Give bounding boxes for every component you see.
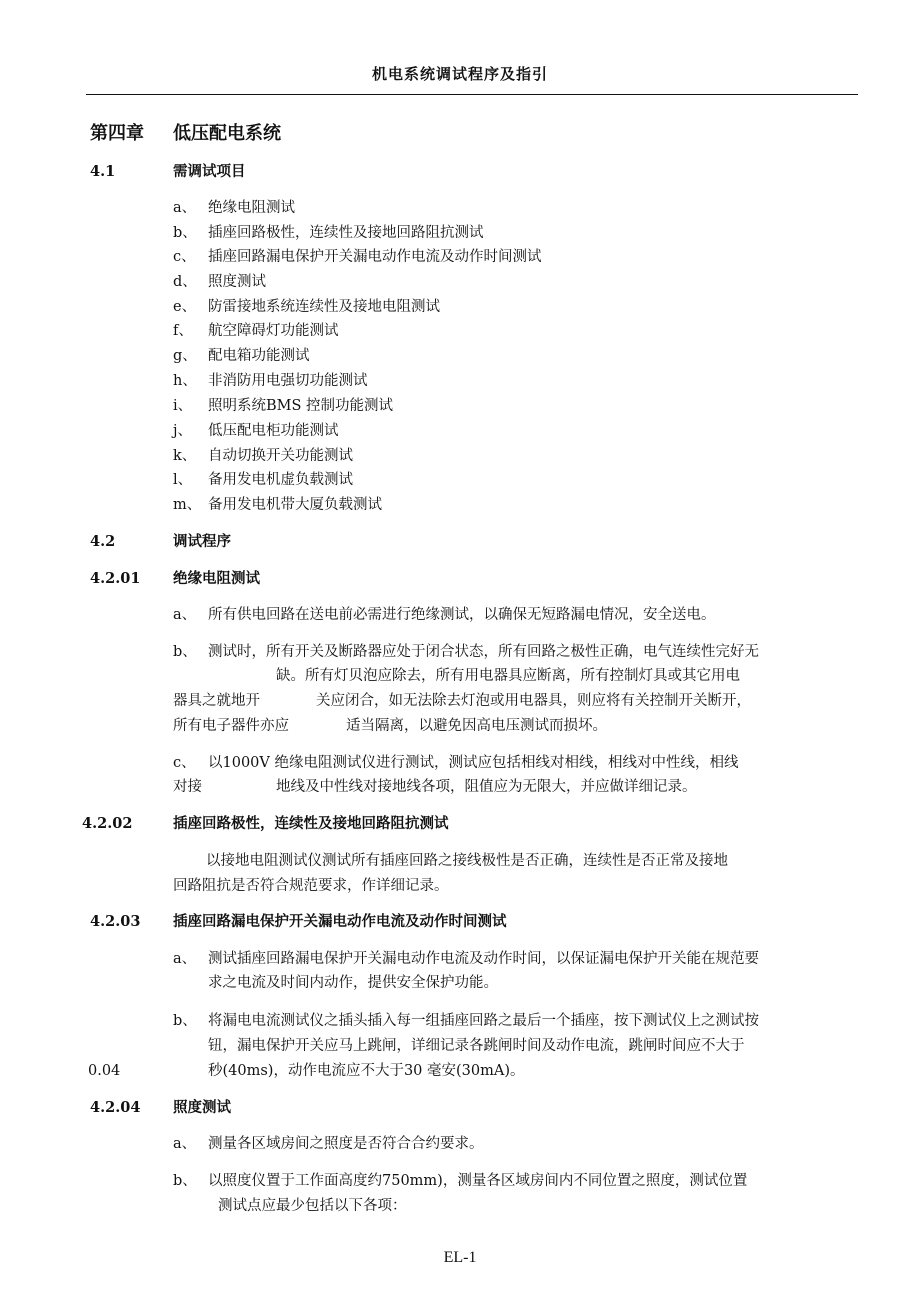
list-item: 绝缘电阻测试: [208, 200, 295, 216]
running-header: 机电系统调试程序及指引: [371, 65, 548, 83]
paragraph-line: 以照度仪置于工作面高度约750mm)，测量各区域房间内不同位置之照度，测试位置: [208, 1173, 748, 1189]
para-marker: a、: [173, 1136, 197, 1152]
chapter-number: 第四章: [90, 123, 144, 144]
list-marker: i、: [173, 398, 193, 414]
paragraph-line: 适当隔离，以避免因高电压测试而损坏。: [346, 718, 607, 734]
list-marker: g、: [173, 348, 197, 364]
chapter-title: 低压配电系统: [173, 123, 281, 144]
paragraph-line: 器具之就地开: [173, 693, 260, 709]
para-marker: a、: [173, 951, 197, 967]
section-number: 4.1: [90, 163, 116, 180]
list-item: 自动切换开关功能测试: [208, 448, 353, 464]
list-item: 插座回路漏电保护开关漏电动作电流及动作时间测试: [208, 249, 542, 265]
section-number: 4.2: [90, 533, 116, 550]
paragraph-line: 秒(40ms)，动作电流应不大于30 毫安(30mA)。: [208, 1063, 525, 1079]
subsection-title: 插座回路极性，连续性及接地回路阻抗测试: [173, 815, 449, 832]
list-item: 防雷接地系统连续性及接地电阻测试: [208, 299, 440, 315]
paragraph-line: 以1000V 绝缘电阻测试仪进行测试，测试应包括相线对相线，相线对中性线，相线: [208, 755, 739, 771]
paragraph-line: 回路阻抗是否符合规范要求，作详细记录。: [173, 878, 449, 894]
list-marker: l、: [173, 472, 193, 488]
subsection-number: 4.2.01: [90, 570, 141, 587]
paragraph-line: 缺。所有灯贝泡应除去，所有用电器具应断离，所有控制灯具或其它用电: [276, 668, 740, 684]
paragraph-line: 求之电流及时间内动作，提供安全保护功能。: [208, 975, 498, 991]
list-marker: m、: [173, 497, 202, 513]
header-rule: [86, 94, 858, 95]
paragraph-line: 钮，漏电保护开关应马上跳闸，详细记录各跳闸时间及动作电流，跳闸时间应不大于: [208, 1038, 745, 1054]
subsection-title: 插座回路漏电保护开关漏电动作电流及动作时间测试: [173, 913, 507, 930]
paragraph-line: 将漏电电流测试仪之插头插入每一组插座回路之最后一个插座，按下测试仪上之测试按: [208, 1013, 759, 1029]
paragraph-line: 所有电子器件亦应: [173, 718, 289, 734]
paragraph-line: 以接地电阻测试仪测试所有插座回路之接线极性是否正确，连续性是否正常及接地: [206, 853, 728, 869]
para-marker: a、: [173, 607, 197, 623]
subsection-title: 照度测试: [173, 1099, 231, 1116]
subsection-number: 4.2.04: [90, 1099, 141, 1116]
para-marker: c、: [173, 755, 196, 771]
paragraph-line: 关应闭合，如无法除去灯泡或用电器具，则应将有关控制开关断开，: [316, 693, 751, 709]
paragraph-line: 对接: [173, 779, 202, 795]
section-title: 调试程序: [173, 533, 231, 550]
para-marker: b、: [173, 644, 197, 660]
list-item: 备用发电机虚负载测试: [208, 472, 353, 488]
subsection-number: 4.2.03: [90, 913, 141, 930]
paragraph-line: 测试点应最少包括以下各项：: [218, 1198, 407, 1214]
list-marker: k、: [173, 448, 197, 464]
subsection-number: 4.2.02: [82, 815, 133, 832]
list-marker: b、: [173, 225, 197, 241]
list-marker: d、: [173, 274, 197, 290]
list-item: 插座回路极性，连续性及接地回路阻抗测试: [208, 225, 484, 241]
list-item: 配电箱功能测试: [208, 348, 310, 364]
paragraph-line: 地线及中性线对接地线各项，阻值应为无限大，并应做详细记录。: [276, 779, 697, 795]
paragraph-line: 测量各区域房间之照度是否符合合约要求。: [208, 1136, 484, 1152]
list-item: 照度测试: [208, 274, 266, 290]
margin-value: 0.04: [88, 1063, 121, 1079]
list-item: 航空障碍灯功能测试: [208, 323, 339, 339]
list-item: 低压配电柜功能测试: [208, 423, 339, 439]
page-number: EL-1: [443, 1249, 477, 1266]
section-title: 需调试项目: [173, 163, 246, 180]
paragraph-line: 测试时，所有开关及断路器应处于闭合状态，所有回路之极性正确，电气连续性完好无: [208, 644, 759, 660]
list-marker: j、: [173, 423, 192, 439]
list-marker: a、: [173, 200, 197, 216]
paragraph-line: 测试插座回路漏电保护开关漏电动作电流及动作时间，以保证漏电保护开关能在规范要: [208, 951, 759, 967]
subsection-title: 绝缘电阻测试: [173, 570, 260, 587]
list-item: 备用发电机带大厦负载测试: [208, 497, 382, 513]
list-marker: e、: [173, 299, 197, 315]
list-marker: c、: [173, 249, 196, 265]
list-item: 非消防用电强切功能测试: [208, 373, 368, 389]
para-marker: b、: [173, 1013, 197, 1029]
list-marker: f、: [173, 323, 193, 339]
paragraph-line: 所有供电回路在送电前必需进行绝缘测试，以确保无短路漏电情况，安全送电。: [208, 607, 716, 623]
list-marker: h、: [173, 373, 197, 389]
list-item: 照明系统BMS 控制功能测试: [208, 398, 394, 414]
para-marker: b、: [173, 1173, 197, 1189]
